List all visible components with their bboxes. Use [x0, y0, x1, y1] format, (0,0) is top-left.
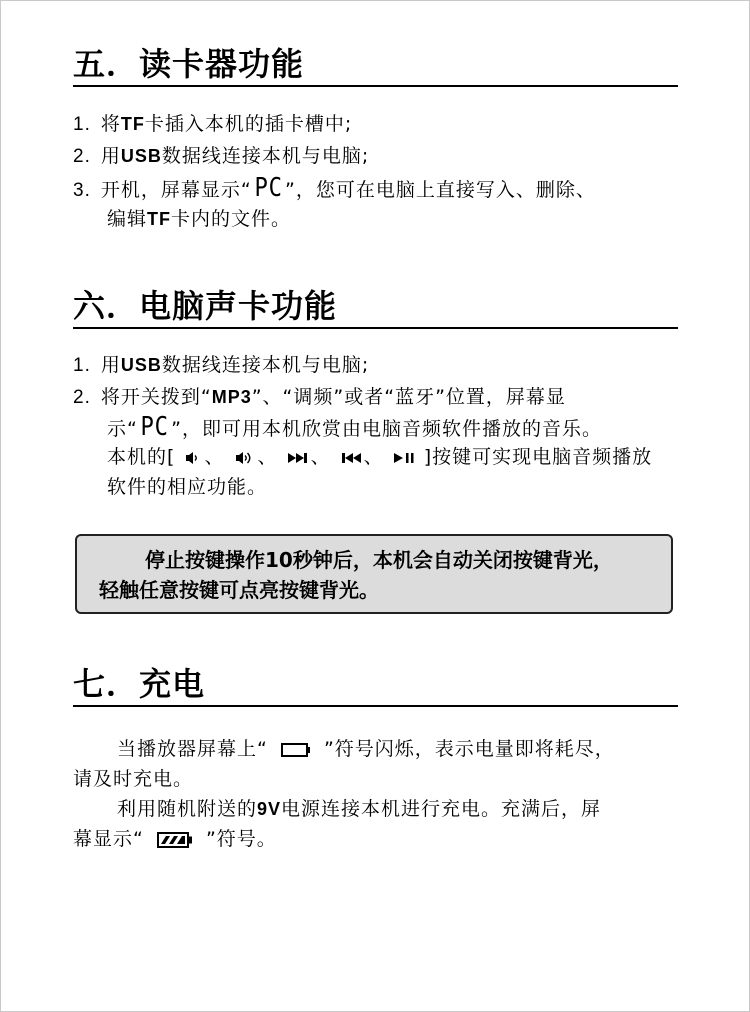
pc-display-text: PC [254, 173, 283, 203]
paragraph-line: 利用随机附送的9V电源连接本机进行充电。充满后，屏 [117, 798, 602, 820]
note-line-2: 轻触任意按键可点亮按键背光。 [99, 578, 379, 602]
backlight-note-box [75, 534, 673, 614]
section-title-card-reader: 五．读卡器功能 [73, 45, 678, 87]
list-item-continuation: 软件的相应功能。 [107, 476, 268, 498]
volume-down-icon [184, 450, 202, 466]
previous-track-icon [340, 451, 362, 465]
list-item: 2. 将开关拨到“MP3”、“调频”或者“蓝牙”位置，屏幕显 [73, 386, 566, 408]
list-item-continuation: 示“PC ”，即可用本机欣赏由电脑音频软件播放的音乐。 [107, 412, 603, 442]
list-item: 2. 用USB数据线连接本机与电脑; [73, 145, 370, 167]
list-item: 3. 开机，屏幕显示“PC ”，您可在电脑上直接写入、删除、 [73, 173, 596, 203]
paragraph-line: 当播放器屏幕上“ ”符号闪烁，表示电量即将耗尽， [117, 738, 615, 760]
play-pause-icon [393, 451, 415, 465]
list-item-continuation: 本机的[ 、 、 、 、 ]按键可实现电脑音频播放 [107, 446, 653, 468]
section-title-sound-card: 六．电脑声卡功能 [73, 287, 678, 329]
paragraph-line: 请及时充电。 [73, 768, 194, 790]
paragraph-line: 幕显示“ ”符号。 [73, 828, 277, 850]
note-line-1: 停止按键操作10秒钟后，本机会自动关闭按键背光， [145, 548, 613, 572]
volume-up-icon [234, 450, 256, 466]
list-item-continuation: 编辑TF卡内的文件。 [107, 208, 292, 230]
list-item: 1. 将TF卡插入本机的插卡槽中; [73, 113, 353, 135]
section-title-charging: 七．充电 [73, 665, 678, 707]
list-item: 1. 用USB数据线连接本机与电脑; [73, 354, 370, 376]
battery-full-icon [157, 832, 193, 848]
pc-display-text: PC [140, 412, 169, 442]
battery-empty-icon [281, 743, 311, 757]
next-track-icon [287, 451, 309, 465]
